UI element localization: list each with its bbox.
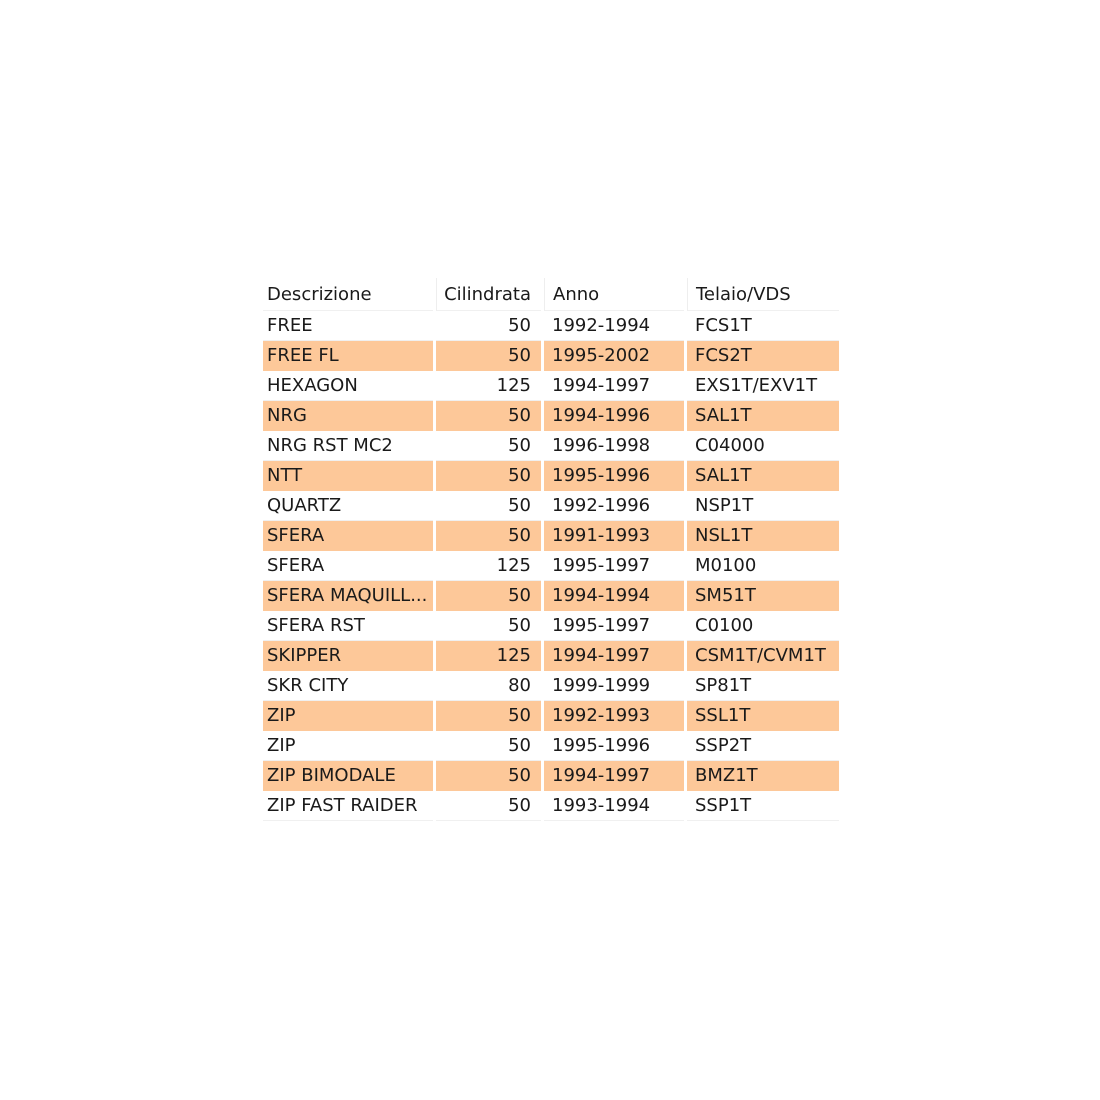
header-telaio: Telaio/VDS [687,278,839,311]
cell-descrizione: SFERA [263,521,433,551]
cell-anno: 1994-1994 [544,581,684,611]
cell-cilindrata: 50 [436,401,541,431]
cell-telaio: NSP1T [687,491,839,521]
cell-anno: 1993-1994 [544,791,684,821]
cell-descrizione: ZIP BIMODALE [263,761,433,791]
cell-telaio: SAL1T [687,461,839,491]
cell-descrizione: QUARTZ [263,491,433,521]
cell-telaio: FCS1T [687,311,839,341]
cell-anno: 1994-1997 [544,371,684,401]
cell-anno: 1991-1993 [544,521,684,551]
cell-descrizione: FREE FL [263,341,433,371]
cell-telaio: SM51T [687,581,839,611]
cell-descrizione: ZIP [263,701,433,731]
cell-anno: 1994-1997 [544,761,684,791]
table-row [263,491,839,521]
cell-telaio: SP81T [687,671,839,701]
cell-cilindrata: 50 [436,491,541,521]
table-row [263,791,839,821]
cell-cilindrata: 50 [436,611,541,641]
cell-anno: 1994-1996 [544,401,684,431]
cell-cilindrata: 50 [436,761,541,791]
table-row [263,611,839,641]
cell-telaio: CSM1T/CVM1T [687,641,839,671]
cell-cilindrata: 125 [436,641,541,671]
vehicle-compatibility-table [260,278,842,821]
cell-telaio: C04000 [687,431,839,461]
header-anno: Anno [544,278,684,311]
cell-anno: 1995-1996 [544,461,684,491]
cell-anno: 1995-1996 [544,731,684,761]
cell-anno: 1994-1997 [544,641,684,671]
cell-telaio: C0100 [687,611,839,641]
header-row [263,278,839,311]
table-row [263,671,839,701]
cell-descrizione: NRG RST MC2 [263,431,433,461]
cell-descrizione: ZIP FAST RAIDER [263,791,433,821]
cell-descrizione: SKR CITY [263,671,433,701]
cell-anno: 1995-1997 [544,551,684,581]
cell-cilindrata: 50 [436,521,541,551]
cell-cilindrata: 50 [436,341,541,371]
table-row [263,431,839,461]
cell-telaio: SSP1T [687,791,839,821]
cell-descrizione: FREE [263,311,433,341]
cell-anno: 1999-1999 [544,671,684,701]
table-row [263,761,839,791]
cell-cilindrata: 50 [436,311,541,341]
cell-cilindrata: 50 [436,581,541,611]
table-row [263,731,839,761]
table-row [263,581,839,611]
cell-telaio: EXS1T/EXV1T [687,371,839,401]
table-row [263,371,839,401]
cell-descrizione: ZIP [263,731,433,761]
cell-telaio: SSL1T [687,701,839,731]
table-row [263,311,839,341]
cell-cilindrata: 50 [436,701,541,731]
header-cilindrata: Cilindrata [436,278,541,311]
cell-cilindrata: 50 [436,791,541,821]
cell-cilindrata: 125 [436,551,541,581]
table-body [263,311,839,821]
cell-anno: 1996-1998 [544,431,684,461]
table-row [263,641,839,671]
cell-descrizione: NTT [263,461,433,491]
table-row [263,401,839,431]
cell-cilindrata: 50 [436,461,541,491]
cell-anno: 1992-1994 [544,311,684,341]
cell-cilindrata: 50 [436,431,541,461]
cell-telaio: SSP2T [687,731,839,761]
cell-descrizione: SFERA RST [263,611,433,641]
cell-telaio: SAL1T [687,401,839,431]
cell-cilindrata: 50 [436,731,541,761]
table-row [263,341,839,371]
table-header [263,278,839,311]
cell-descrizione: SKIPPER [263,641,433,671]
cell-descrizione: HEXAGON [263,371,433,401]
cell-telaio: NSL1T [687,521,839,551]
cell-telaio: M0100 [687,551,839,581]
table-row [263,521,839,551]
header-descrizione: Descrizione [263,278,433,311]
cell-descrizione: SFERA [263,551,433,581]
table-row [263,461,839,491]
cell-descrizione: SFERA MAQUILL... [263,581,433,611]
cell-anno: 1992-1993 [544,701,684,731]
cell-telaio: FCS2T [687,341,839,371]
cell-anno: 1995-2002 [544,341,684,371]
table-row [263,551,839,581]
cell-cilindrata: 125 [436,371,541,401]
cell-cilindrata: 80 [436,671,541,701]
table-row [263,701,839,731]
cell-anno: 1995-1997 [544,611,684,641]
cell-descrizione: NRG [263,401,433,431]
cell-telaio: BMZ1T [687,761,839,791]
cell-anno: 1992-1996 [544,491,684,521]
